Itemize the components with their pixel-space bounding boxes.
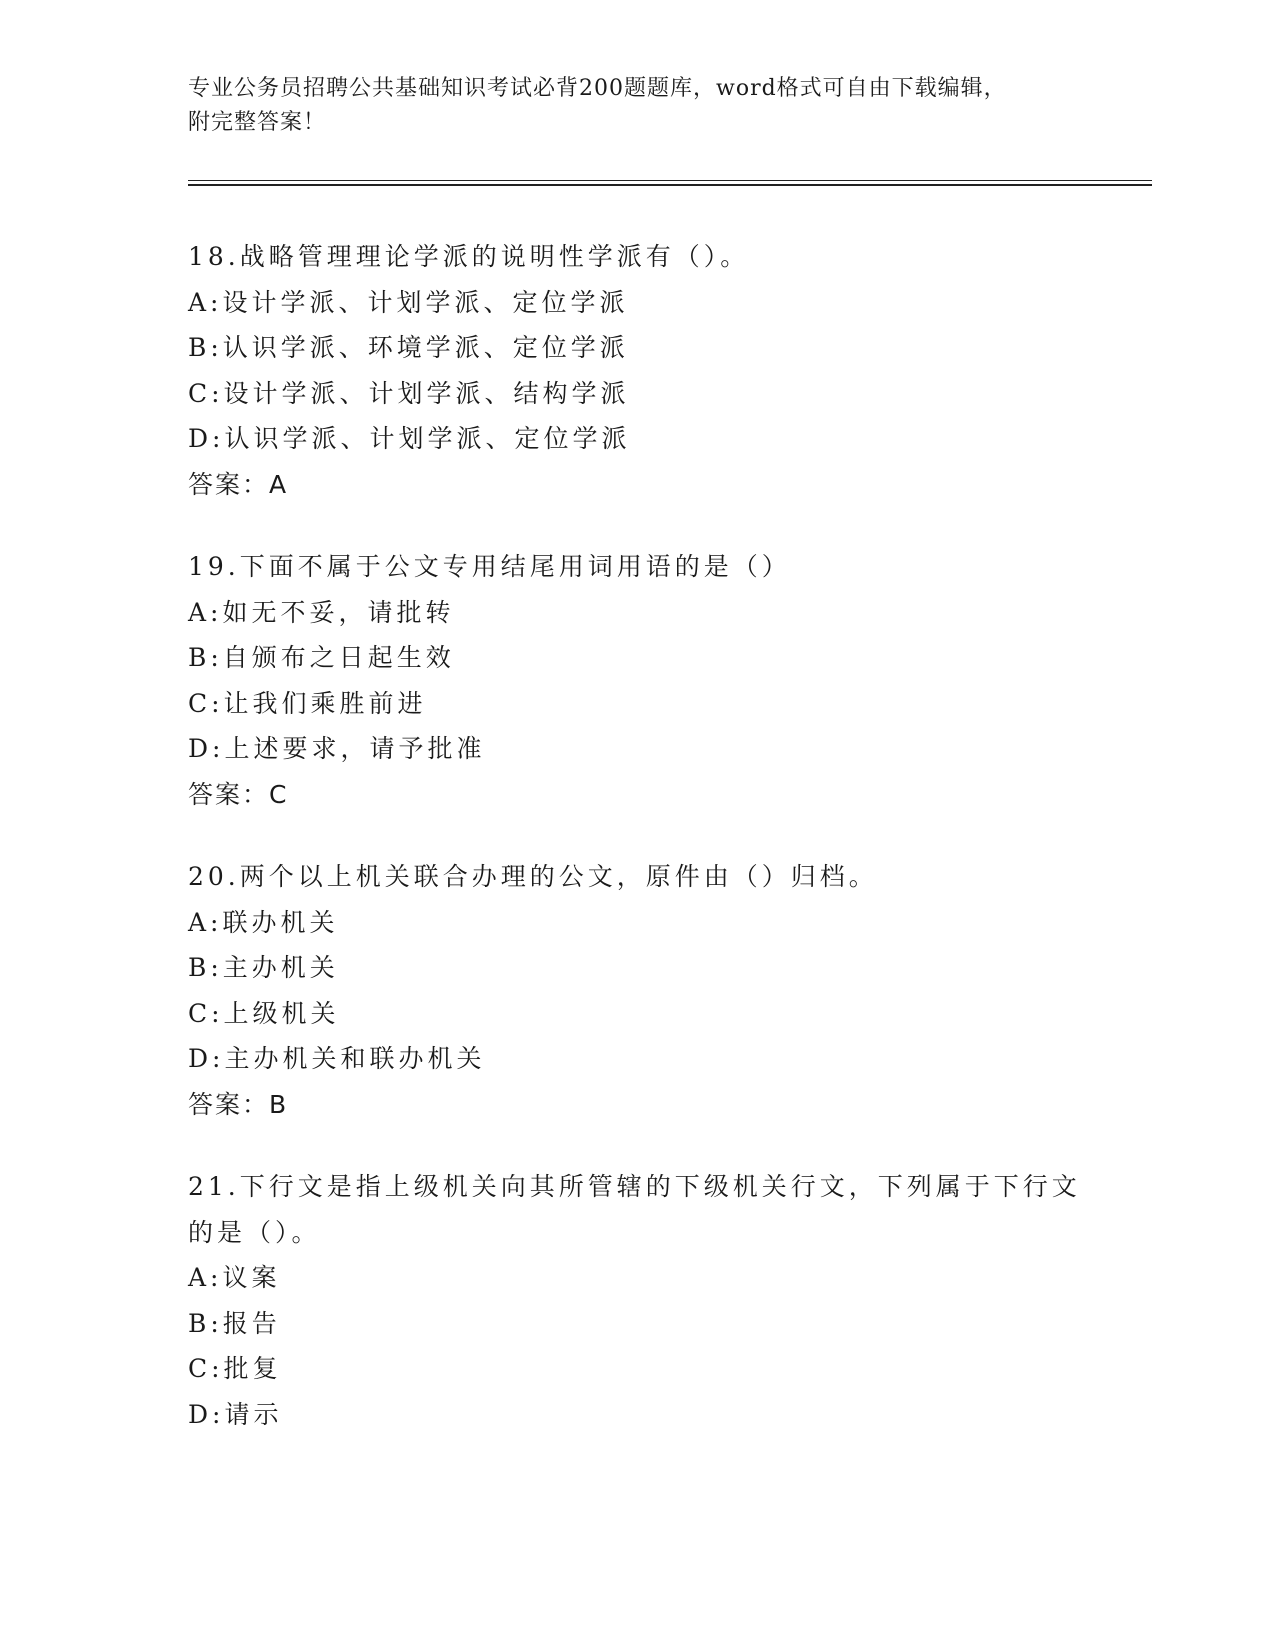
question-list (188, 234, 1148, 1474)
option-a: A:如无不妥，请批转 (188, 597, 455, 627)
option-d: D:认识学派、计划学派、定位学派 (188, 424, 631, 453)
question-stem: 20.两个以上机关联合办理的公文，原件由（）归档。 (188, 862, 878, 891)
option-d: D:请示 (188, 1399, 283, 1429)
option-d: D:上述要求，请予批准 (188, 734, 486, 763)
answer-line: 答案：C (188, 779, 289, 809)
option-a: A:议案 (188, 1263, 281, 1292)
option-c: C:让我们乘胜前进 (188, 688, 427, 718)
option-b: B:报告 (188, 1308, 281, 1338)
header-line-2: 附完整答案！ (188, 110, 327, 135)
question-20 (188, 854, 1148, 1127)
document-header (188, 72, 1068, 140)
header-divider-thick (188, 184, 1152, 186)
option-b: B:主办机关 (188, 953, 339, 982)
header-line-1: 专业公务员招聘公共基础知识考试必背200题题库，word格式可自由下载编辑， (188, 76, 1007, 101)
answer-line: 答案：A (188, 469, 289, 499)
option-c: C:上级机关 (188, 998, 340, 1028)
question-19 (188, 544, 1148, 817)
header-divider-thin (188, 180, 1152, 181)
answer-line: 答案：B (188, 1089, 289, 1119)
question-21 (188, 1164, 1148, 1437)
question-stem: 21.下行文是指上级机关向其所管辖的下级机关行文，下列属于下行文的是（）。 (188, 1172, 1081, 1247)
option-d: D:主办机关和联办机关 (188, 1044, 486, 1073)
question-stem: 19.下面不属于公文专用结尾用词用语的是（） (188, 552, 791, 581)
option-a: A:设计学派、计划学派、定位学派 (188, 287, 629, 317)
question-stem: 18.战略管理理论学派的说明性学派有（）。 (188, 242, 750, 271)
option-a: A:联办机关 (188, 907, 339, 937)
option-b: B:自颁布之日起生效 (188, 643, 455, 672)
option-c: C:批复 (188, 1354, 282, 1383)
option-b: B:认识学派、环境学派、定位学派 (188, 333, 629, 362)
question-18 (188, 234, 1148, 507)
option-c: C:设计学派、计划学派、结构学派 (188, 378, 630, 408)
